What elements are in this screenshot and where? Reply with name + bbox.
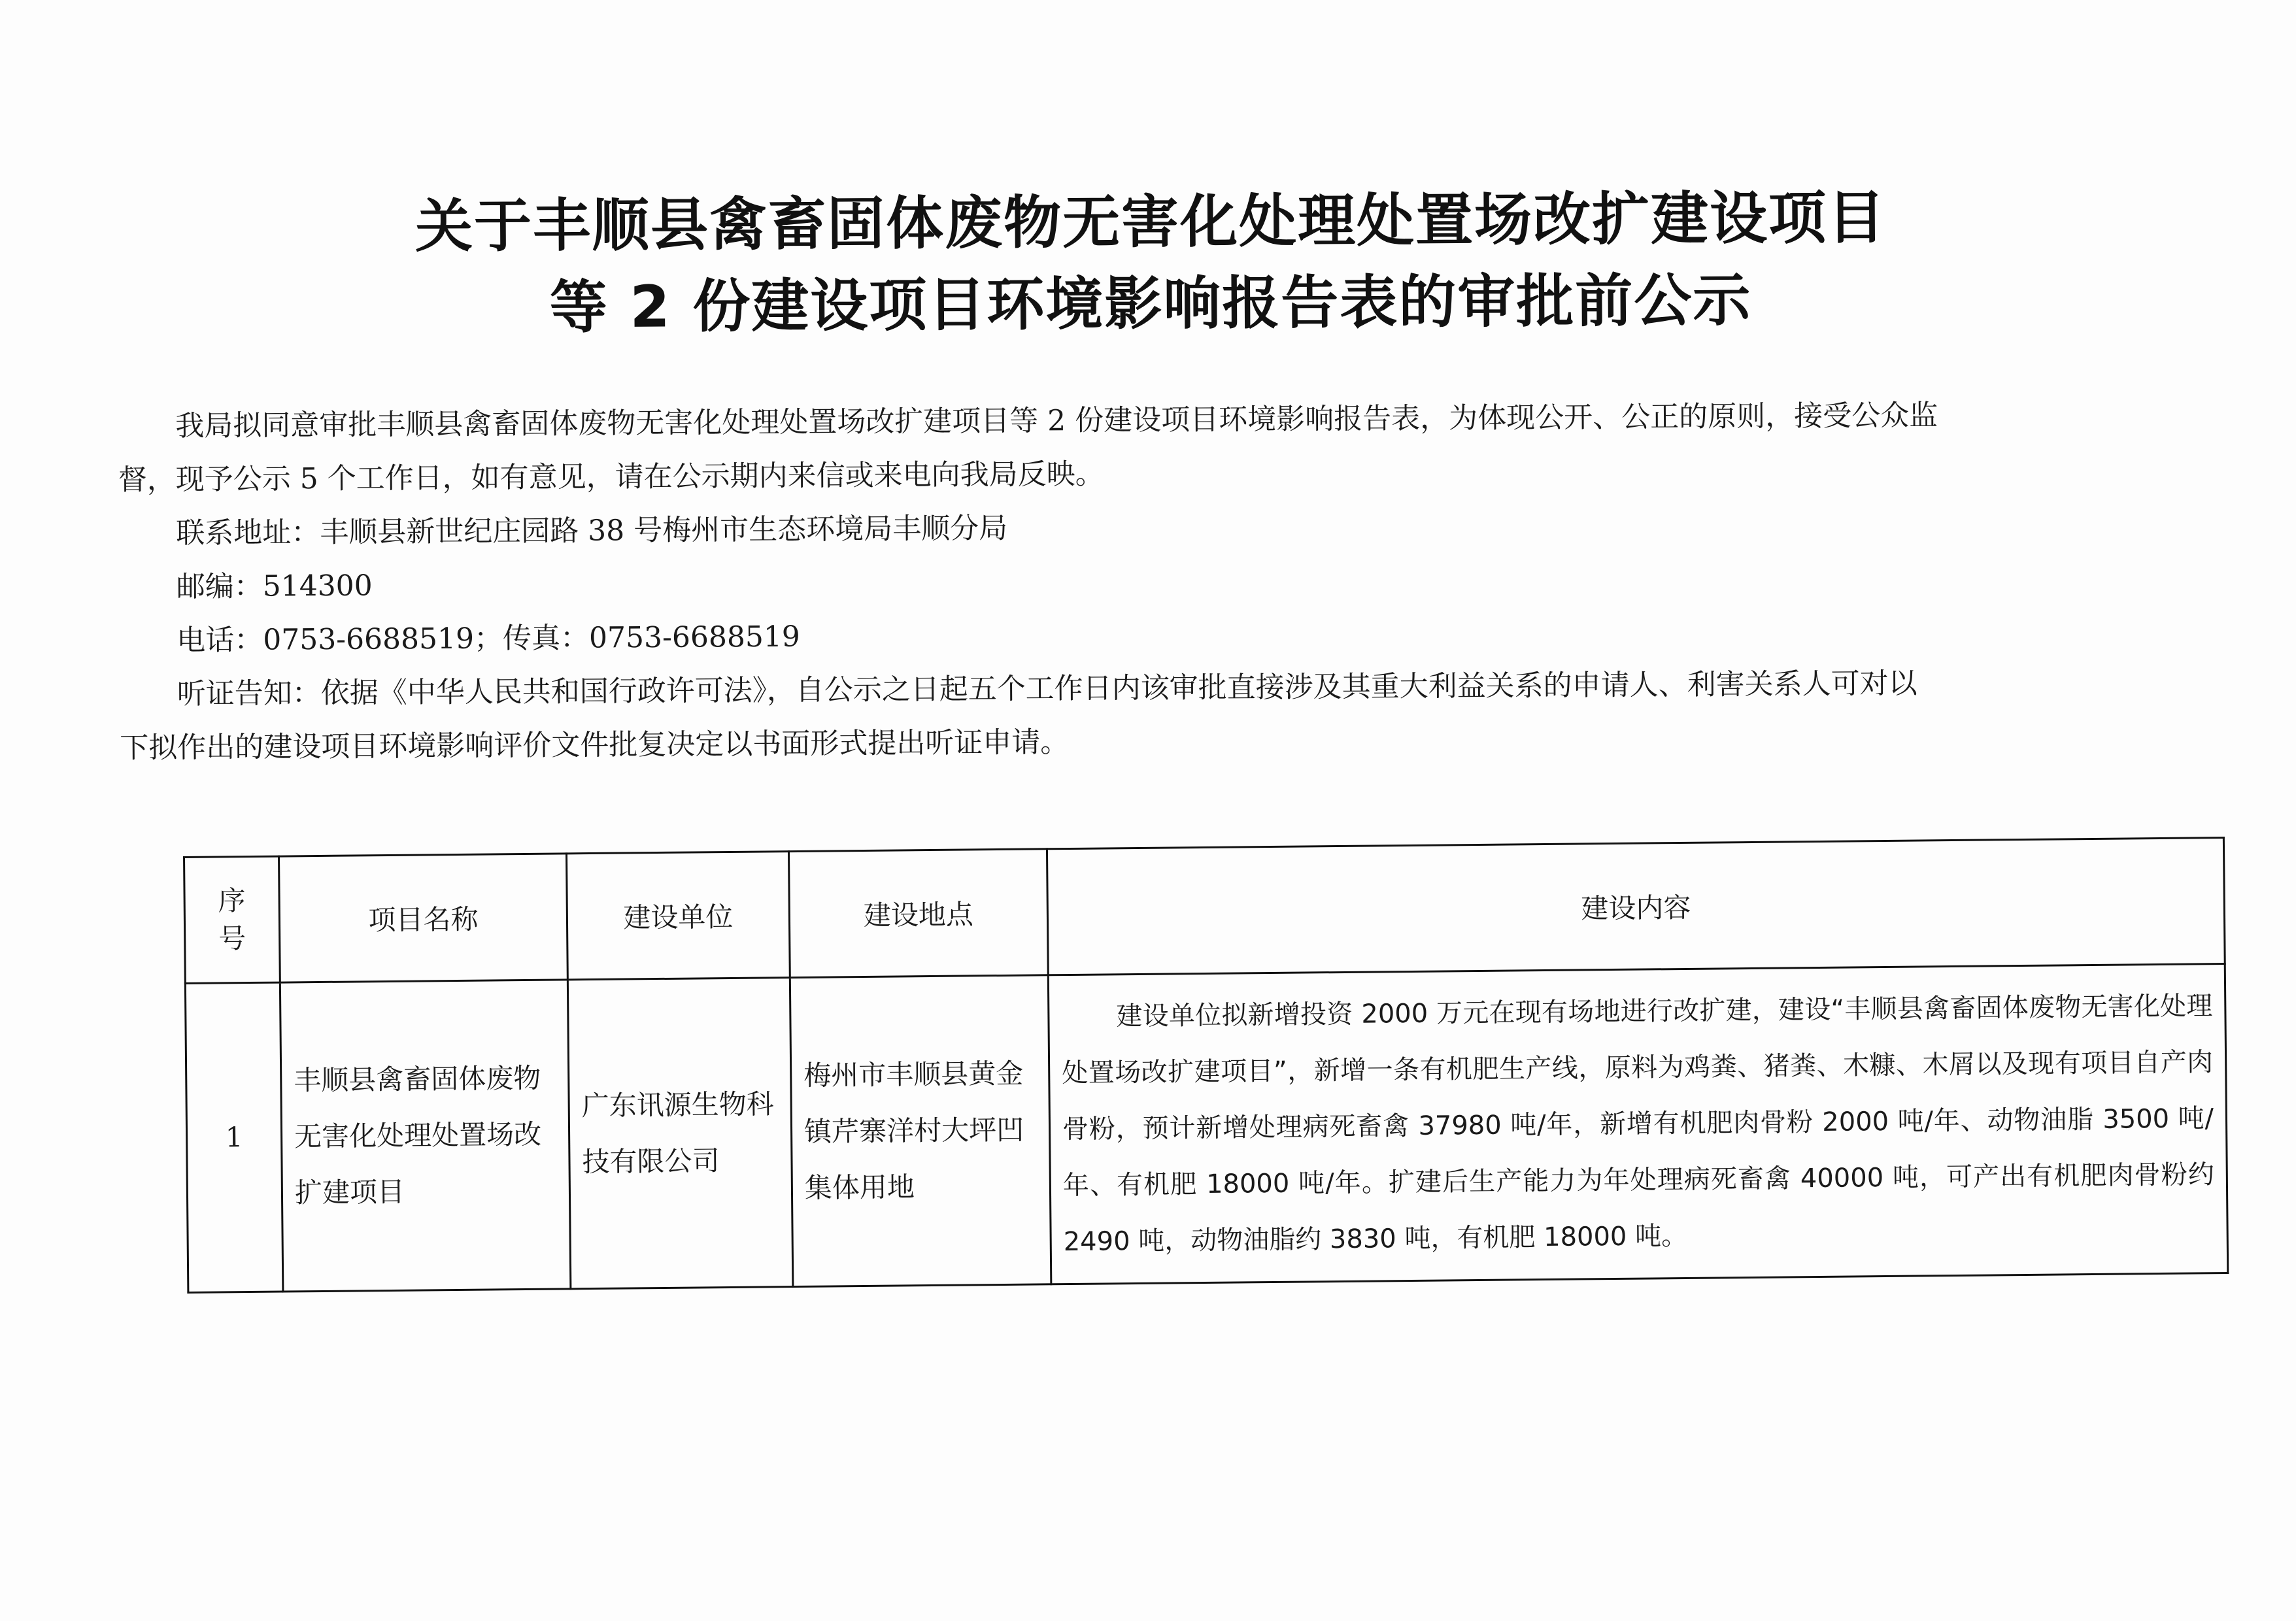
row-construction-location: 梅州市丰顺县黄金镇芹寨洋村大坪凹集体用地 — [790, 975, 1051, 1287]
intro-paragraph-line-2: 督，现予公示 5 个工作日，如有意见，请在公示期内来信或来电向我局反映。 — [118, 457, 1104, 497]
table-row — [185, 964, 2227, 1293]
row-seq: 1 — [185, 982, 283, 1292]
row-project-name: 丰顺县禽畜固体废物无害化处理处置场改扩建项目 — [280, 980, 571, 1292]
phone-fax: 电话：0753-6688519；传真：0753-6688519 — [177, 620, 800, 658]
row-construction-unit: 广东讯源生物科技有限公司 — [567, 978, 793, 1289]
table-header-row — [184, 838, 2225, 984]
contact-address: 联系地址：丰顺县新世纪庄园路 38 号梅州市生态环境局丰顺分局 — [176, 511, 1008, 550]
notice-body — [118, 388, 2199, 775]
header-construction-location: 建设地点 — [788, 849, 1048, 978]
header-project-name: 项目名称 — [279, 854, 568, 982]
intro-paragraph-line-1: 我局拟同意审批丰顺县禽畜固体废物无害化处理处置场改扩建项目等 2 份建设项目环境影响报告表，为体现公开、公正的原则，接受公众监 — [175, 398, 1938, 443]
hearing-notice-line-1: 听证告知：依据《中华人民共和国行政许可法》，自公示之日起五个工作日内该审批直接涉及其重大利益关系的申请人、利害关系人可对以 — [177, 667, 1917, 711]
header-seq: 序 号 — [184, 856, 280, 983]
project-table — [183, 837, 2229, 1294]
hearing-notice-line-2: 下拟作出的建设项目环境影响评价文件批复决定以书面形式提出听证申请。 — [120, 726, 1070, 765]
notice-title-line-1: 关于丰顺县禽畜固体废物无害化处理处置场改扩建设项目 — [414, 184, 1887, 260]
header-construction-content: 建设内容 — [1047, 838, 2225, 975]
postcode: 邮编：514300 — [176, 569, 373, 604]
notice-title-line-2: 等 2 份建设项目环境影响报告表的审批前公示 — [549, 266, 1752, 341]
header-construction-unit: 建设单位 — [566, 852, 790, 980]
row-construction-content: 建设单位拟新增投资 2000 万元在现有场地进行改扩建，建设“丰顺县禽畜固体废物无害化处理处置场改扩建项目”，新增一条有机肥生产线，原料为鸡粪、猪粪、木糠、木屑以及现有项目自产肉骨粉，预计新增处理病死畜禽 37980 吨/年，新增有机肥肉骨粉 2000 吨/年、动物油脂 3500 吨/年、有机肥 18000 吨/年。扩建后生产能力为年处理病死畜禽 40000 吨，可产出有机肥肉骨粉约 2490 吨，动物油脂约 3830 吨，有机肥 18000 吨。 — [1048, 964, 2227, 1284]
